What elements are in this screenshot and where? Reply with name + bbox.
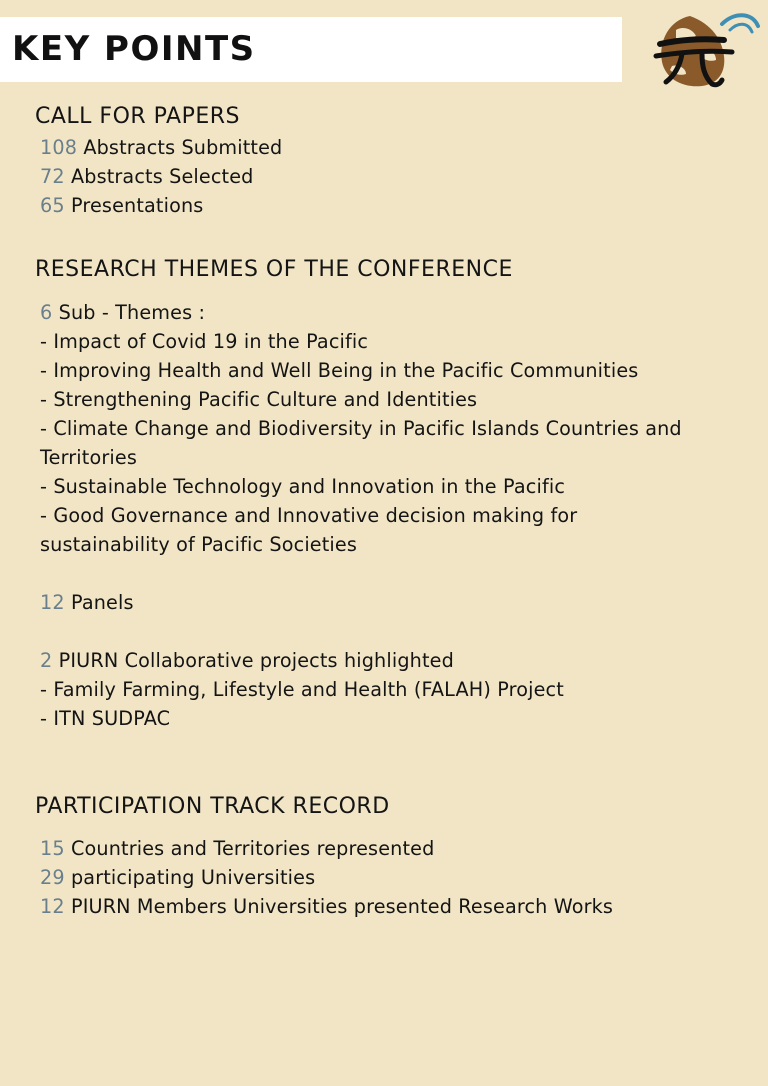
list-item bbox=[40, 588, 740, 617]
list-item bbox=[40, 133, 282, 162]
stat-number: 29 bbox=[40, 866, 65, 889]
stat-label: Presentations bbox=[64, 194, 204, 217]
list-item bbox=[40, 834, 613, 863]
stat-label: PIURN Collaborative projects highlighted bbox=[52, 649, 454, 672]
stat-label: Abstracts Selected bbox=[64, 165, 254, 188]
list-item bbox=[40, 298, 740, 327]
theme-item: - Impact of Covid 19 in the Pacific bbox=[40, 330, 369, 353]
theme-item: - Good Governance and Innovative decision making for sustainability of Pacific Societies bbox=[40, 504, 578, 556]
project-item: - Family Farming, Lifestyle and Health (FALAH) Project bbox=[40, 678, 564, 701]
piurn-logo-icon bbox=[652, 10, 760, 92]
stat-number: 6 bbox=[40, 301, 53, 324]
stat-number: 72 bbox=[40, 165, 65, 188]
stat-number: 15 bbox=[40, 837, 65, 860]
stat-number: 12 bbox=[40, 591, 65, 614]
stat-label: Panels bbox=[64, 591, 134, 614]
theme-item: - Climate Change and Biodiversity in Pacific Islands Countries and Territories bbox=[40, 417, 682, 469]
stat-label: Sub - Themes : bbox=[52, 301, 206, 324]
stat-number: 12 bbox=[40, 895, 65, 918]
page-title: KEY POINTS bbox=[12, 29, 256, 69]
list-item bbox=[40, 191, 282, 220]
project-item: - ITN SUDPAC bbox=[40, 707, 171, 730]
call-for-papers-list bbox=[40, 133, 282, 220]
list-item bbox=[40, 892, 613, 921]
theme-item: - Sustainable Technology and Innovation in the Pacific bbox=[40, 475, 566, 498]
research-themes-list bbox=[40, 298, 740, 733]
list-item bbox=[40, 162, 282, 191]
stat-number: 65 bbox=[40, 194, 65, 217]
stat-number: 2 bbox=[40, 649, 53, 672]
theme-item: - Strengthening Pacific Culture and Identities bbox=[40, 388, 478, 411]
stat-label: Abstracts Submitted bbox=[77, 136, 283, 159]
list-item bbox=[40, 863, 613, 892]
stat-label: Countries and Territories represented bbox=[64, 837, 435, 860]
participation-list bbox=[40, 834, 613, 921]
theme-item: - Improving Health and Well Being in the Pacific Communities bbox=[40, 359, 639, 382]
call-for-papers-heading: CALL FOR PAPERS bbox=[35, 104, 240, 129]
list-item bbox=[40, 646, 740, 675]
stat-label: participating Universities bbox=[64, 866, 316, 889]
participation-heading: PARTICIPATION TRACK RECORD bbox=[35, 794, 390, 819]
title-bar bbox=[0, 17, 622, 82]
research-themes-heading: RESEARCH THEMES OF THE CONFERENCE bbox=[35, 257, 513, 282]
stat-label: PIURN Members Universities presented Research Works bbox=[64, 895, 614, 918]
stat-number: 108 bbox=[40, 136, 78, 159]
